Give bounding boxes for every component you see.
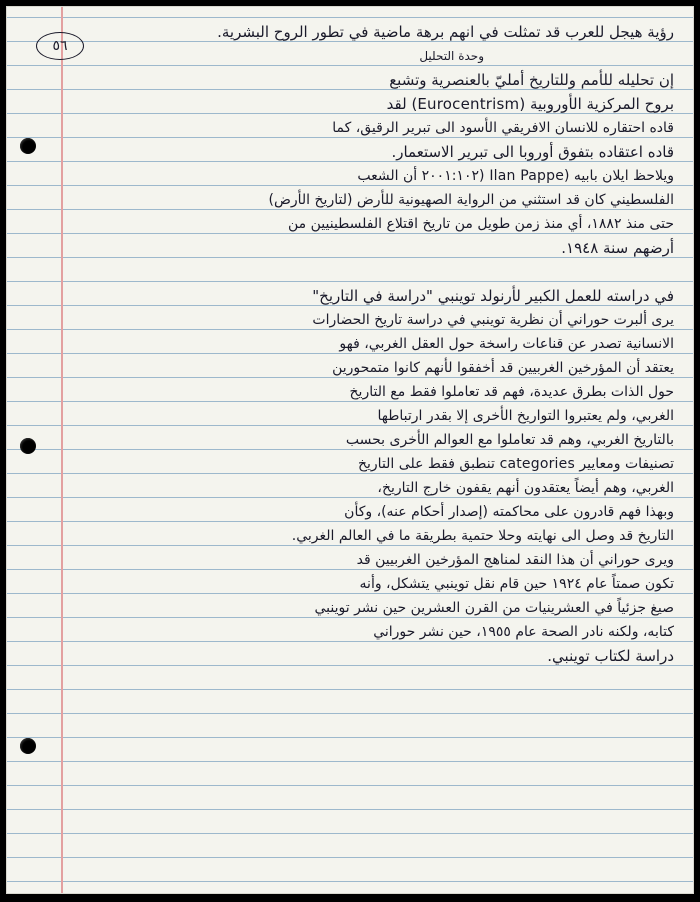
text-line: يرى ألبرت حوراني أن نظرية توينبي في دراسة تاريخ الحضارات bbox=[312, 312, 674, 328]
text-line: تكون صمتاً عام ١٩٢٤ حين قام نقل توينبي يتشكل، وأنه bbox=[359, 576, 674, 592]
text-line: التاريخ قد وصل الى نهايته وحلا حتمية بطريقة ما في العالم الغربي. bbox=[291, 528, 674, 544]
text-line: تصنيفات ومعايير categories تنطبق فقط على التاريخ bbox=[357, 456, 674, 472]
text-line: ويرى حوراني أن هذا النقد لمناهج المؤرخين الغربيين قد bbox=[356, 552, 674, 568]
binder-holes bbox=[20, 6, 40, 894]
text-line: دراسة لكتاب توينبي. bbox=[547, 647, 674, 665]
text-line: الغربي، وهم أيضاً يعتقدون أنهم يقفون خارج التاريخ، bbox=[377, 480, 674, 496]
text-line: إن تحليله للأمم وللتاريخ أمليّ بالعنصرية وتشبع bbox=[389, 71, 674, 89]
text-line: في دراسته للعمل الكبير لأرنولد توينبي "دراسة في التاريخ" bbox=[312, 287, 674, 305]
text-line: قاده اعتقاده بتفوق أوروبا الى تبرير الاستعمار. bbox=[391, 143, 674, 161]
text-line: الغربي، ولم يعتبروا التواريخ الأخرى إلا بقدر ارتباطها bbox=[377, 408, 674, 424]
text-line: وحدة التحليل bbox=[419, 49, 484, 63]
blank-line bbox=[86, 260, 674, 284]
binder-hole bbox=[20, 138, 36, 154]
text-line: ويلاحظ ايلان بابيه (Ilan Pappe (٢٠٠١:١٠٢ أن الشعب bbox=[357, 168, 674, 184]
text-line: يعتقد أن المؤرخين الغربيين قد أخفقوا لأنهم كانوا متمحورين bbox=[332, 360, 674, 376]
text-line: الفلسطيني كان قد استثني من الرواية الصهيونية للأرض (لتاريخ الأرض) bbox=[268, 192, 674, 208]
text-line: قاده احتقاره للانسان الافريقي الأسود الى تبرير الرقيق، كما bbox=[332, 120, 674, 136]
text-line: حول الذات بطرق عديدة، فهم قد تعاملوا فقط مع التاريخ bbox=[349, 384, 674, 400]
notebook-page bbox=[6, 6, 694, 894]
text-line: وبهذا فهم قادرون على محاكمته (إصدار أحكام عنه)، وكأن bbox=[344, 504, 674, 520]
text-line: بالتاريخ الغربي، وهم قد تعاملوا مع العوالم الأخرى بحسب bbox=[345, 432, 674, 448]
text-line: رؤية هيجل للعرب قد تمثلت في انهم برهة ماضية في تطور الروح البشرية. bbox=[217, 23, 674, 41]
text-line: أرضهم سنة ١٩٤٨. bbox=[561, 239, 674, 257]
page-number: ٥٦ bbox=[36, 32, 84, 60]
text-line: كتابه، ولكنه نادر الصحة عام ١٩٥٥، حين نشر حوراني bbox=[373, 624, 674, 640]
text-line: بروح المركزية الأوروبية (Eurocentrism) لقد bbox=[386, 95, 674, 113]
text-line: حتى منذ ١٨٨٢، أي منذ زمن طويل من تاريخ اقتلاع الفلسطينيين من bbox=[288, 216, 674, 232]
handwritten-text bbox=[86, 20, 674, 668]
binder-hole bbox=[20, 438, 36, 454]
text-line: صيغ جزئياً في العشرينيات من القرن العشرين حين نشر توينبي bbox=[314, 600, 674, 616]
text-line: الانسانية تصدر عن قناعات راسخة حول العقل الغربي، فهو bbox=[339, 336, 674, 352]
binder-hole bbox=[20, 738, 36, 754]
